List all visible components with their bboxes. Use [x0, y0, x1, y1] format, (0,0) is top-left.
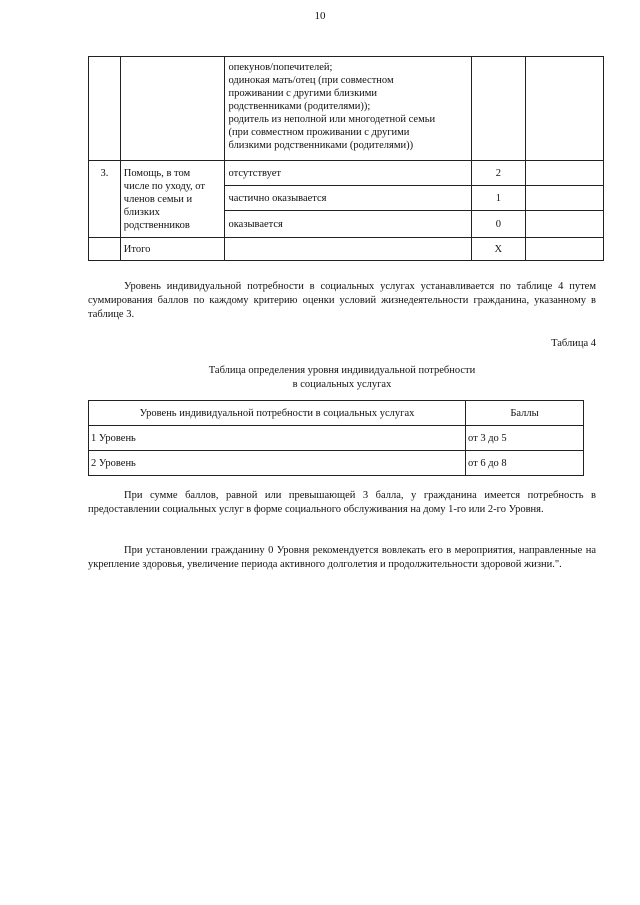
table-cell	[525, 57, 603, 161]
table-header-row	[89, 401, 584, 426]
criterion-name-line: родственников	[123, 220, 190, 231]
table-cell	[525, 186, 603, 211]
column-header: Баллы	[466, 401, 584, 426]
option-label: частично оказывается	[225, 186, 472, 211]
desc-line: родитель из неполной или многодетной семьи	[228, 114, 436, 125]
criterion-name-line: членов семьи и	[123, 194, 193, 205]
level-cell: 1 Уровень	[89, 426, 466, 451]
paragraph: При сумме баллов, равной или превышающей 3 балла, у гражданина имеется потребность в предоставлении социальных услуг в форме социального обслуживания на дому 1-го или 2-го Уровня.	[88, 490, 596, 515]
criterion-number: 3.	[89, 161, 121, 238]
paragraph: При установлении гражданину 0 Уровня рекомендуется вовлекать его в мероприятия, направленные на укрепление здоровья, увеличение периода активного долголетия и продолжительности здоровой жизни.".	[88, 545, 596, 570]
criteria-table	[88, 56, 604, 261]
table-cell	[525, 238, 603, 261]
table-cell	[120, 57, 225, 161]
level-cell: 2 Уровень	[89, 451, 466, 476]
table-row	[89, 451, 584, 476]
table-cell	[525, 161, 603, 186]
table-cell	[525, 211, 603, 238]
table-cell	[89, 57, 121, 161]
table-title-line: в социальных услугах	[292, 379, 392, 390]
desc-line: проживании с другими близкими	[228, 88, 378, 99]
page-number: 10	[314, 10, 326, 22]
criterion-name-line: числе по уходу, от	[123, 181, 205, 192]
option-score: 0	[472, 211, 526, 238]
table-row	[89, 161, 604, 186]
desc-line: близкими родственниками (родителями))	[228, 140, 414, 151]
table-row	[89, 57, 604, 161]
table-cell	[225, 57, 472, 161]
table-row	[89, 426, 584, 451]
points-cell: от 3 до 5	[466, 426, 584, 451]
points-cell: от 6 до 8	[466, 451, 584, 476]
criterion-name	[120, 161, 225, 238]
table-cell	[89, 238, 121, 261]
table-title	[88, 364, 596, 392]
criterion-name-line: Помощь, в том	[123, 168, 191, 179]
option-score: 2	[472, 161, 526, 186]
total-label: Итого	[120, 238, 225, 261]
table-caption: Таблица 4	[551, 338, 596, 349]
option-label: оказывается	[225, 211, 472, 238]
total-value: X	[472, 238, 526, 261]
option-label: отсутствует	[225, 161, 472, 186]
desc-line: родственниками (родителями));	[228, 101, 371, 112]
column-header: Уровень индивидуальной потребности в социальных услугах	[89, 401, 466, 426]
table-title-line: Таблица определения уровня индивидуальной потребности	[208, 365, 476, 376]
desc-line: одинокая мать/отец (при совместном	[228, 75, 394, 86]
desc-line: опекунов/попечителей;	[228, 62, 333, 73]
levels-table	[88, 400, 584, 476]
criterion-name-line: близких	[123, 207, 160, 218]
table-cell	[472, 57, 526, 161]
option-score: 1	[472, 186, 526, 211]
paragraph: Уровень индивидуальной потребности в социальных услугах устанавливается по таблице 4 путем суммирования баллов по каждому критерию оценки условий жизнедеятельности гражданина, указанному в таблице 3.	[88, 281, 596, 320]
table-cell	[225, 238, 472, 261]
table-row	[89, 238, 604, 261]
desc-line: (при совместном проживании с другими	[228, 127, 410, 138]
